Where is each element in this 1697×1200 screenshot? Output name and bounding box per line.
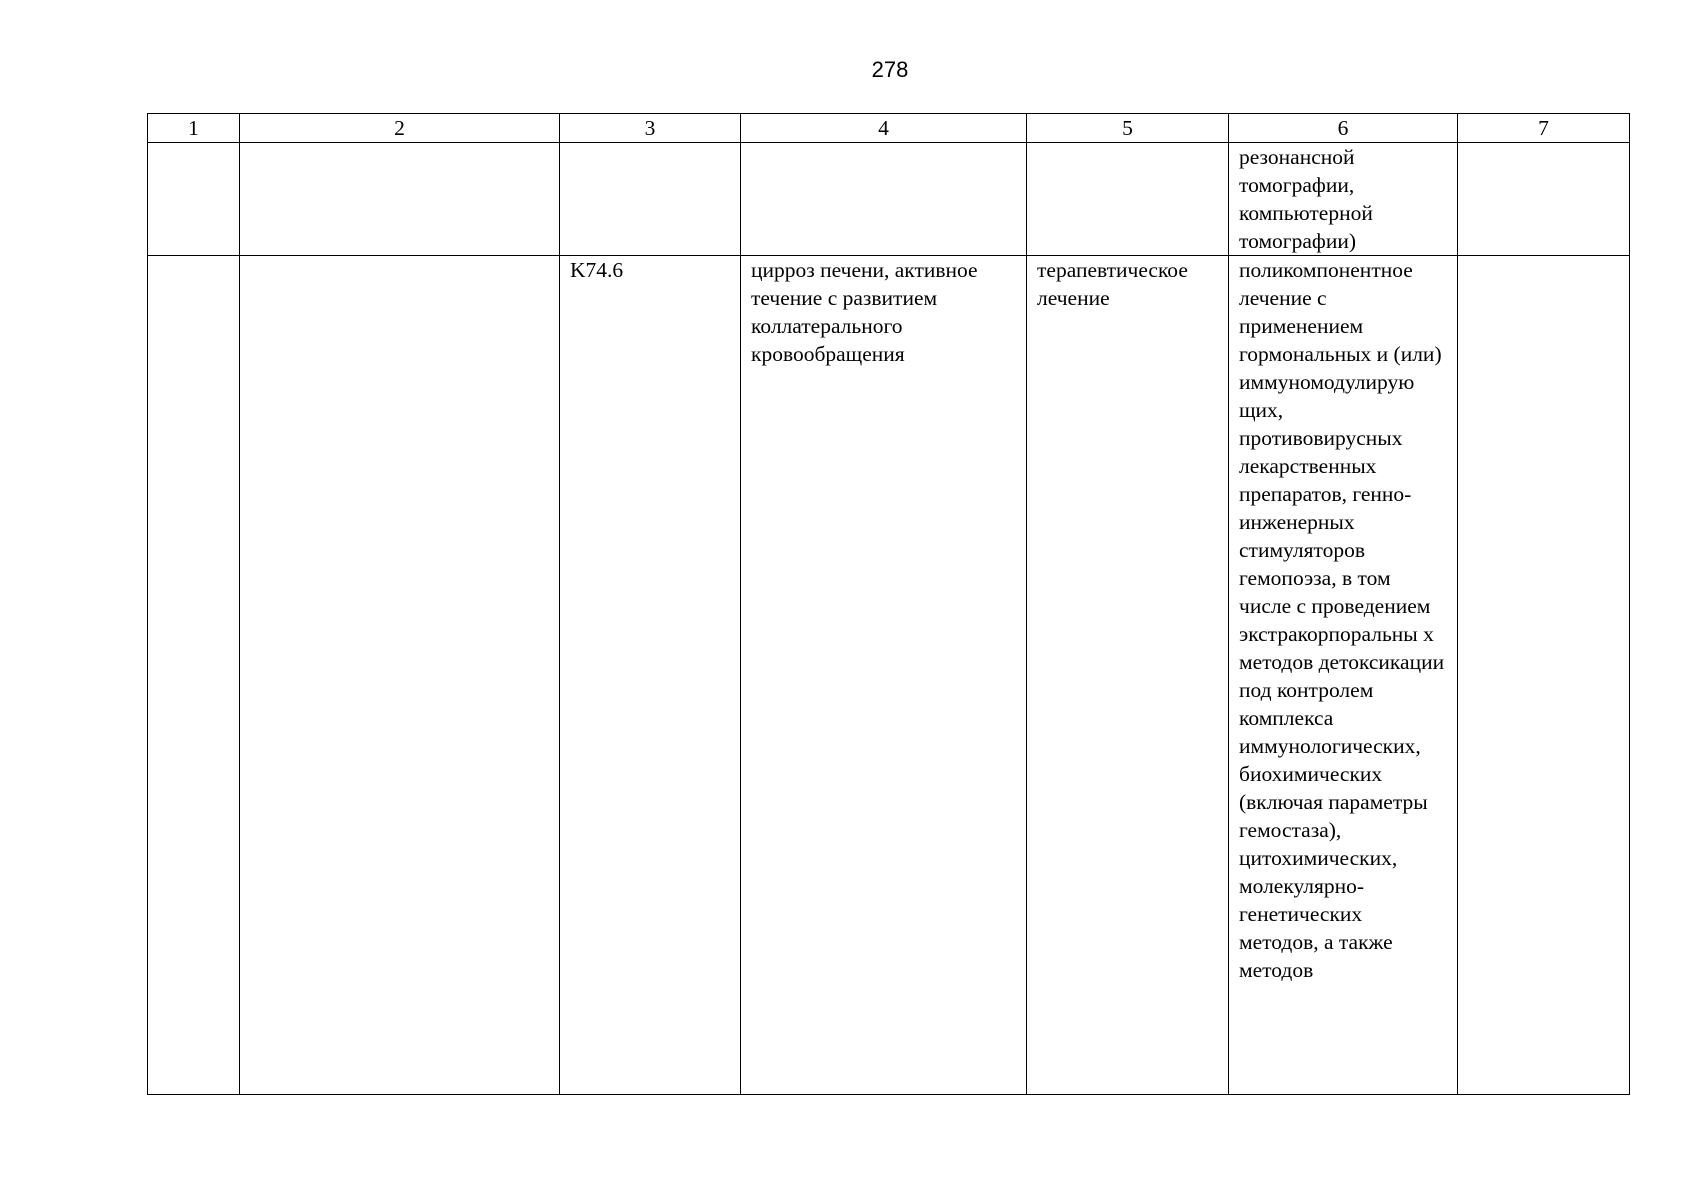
column-header-3: 3 bbox=[560, 114, 741, 143]
cell-diagnosis: цирроз печени, активное течение с развитием коллатерального кровообращения bbox=[741, 256, 1027, 1095]
column-header-5: 5 bbox=[1027, 114, 1229, 143]
cell-col-2 bbox=[240, 143, 560, 256]
column-header-1: 1 bbox=[148, 114, 240, 143]
cell-treatment-method: поликомпонентное лечение с применением гормональных и (или) иммуномодулирую щих, противовирусных лекарственных препаратов, генно-инженерных стимуляторов гемопоэза, в том числе с проведением экстракорпоральны х методов детоксикации под контролем комплекса иммунологических, биохимических (включая параметры гемостаза), цитохимических, молекулярно-генетических методов, а также методов bbox=[1229, 256, 1458, 1095]
table-header-row bbox=[148, 114, 1630, 143]
treatment-table bbox=[147, 113, 1630, 1095]
cell-col-1 bbox=[148, 143, 240, 256]
cell-methods: резонансной томографии, компьютерной томографии) bbox=[1229, 143, 1458, 256]
cell-col-5 bbox=[1027, 143, 1229, 256]
table-row bbox=[148, 143, 1630, 256]
cell-col-2 bbox=[240, 256, 560, 1095]
cell-col-1 bbox=[148, 256, 240, 1095]
cell-treatment-type: терапевтическое лечение bbox=[1027, 256, 1229, 1095]
cell-col-4 bbox=[741, 143, 1027, 256]
cell-col-3 bbox=[560, 143, 741, 256]
table-row bbox=[148, 256, 1630, 1095]
cell-col-7 bbox=[1458, 256, 1630, 1095]
column-header-2: 2 bbox=[240, 114, 560, 143]
cell-icd-code: K74.6 bbox=[560, 256, 741, 1095]
column-header-4: 4 bbox=[741, 114, 1027, 143]
page-number: 278 bbox=[871, 57, 909, 82]
cell-col-7 bbox=[1458, 143, 1630, 256]
column-header-7: 7 bbox=[1458, 114, 1630, 143]
column-header-6: 6 bbox=[1229, 114, 1458, 143]
